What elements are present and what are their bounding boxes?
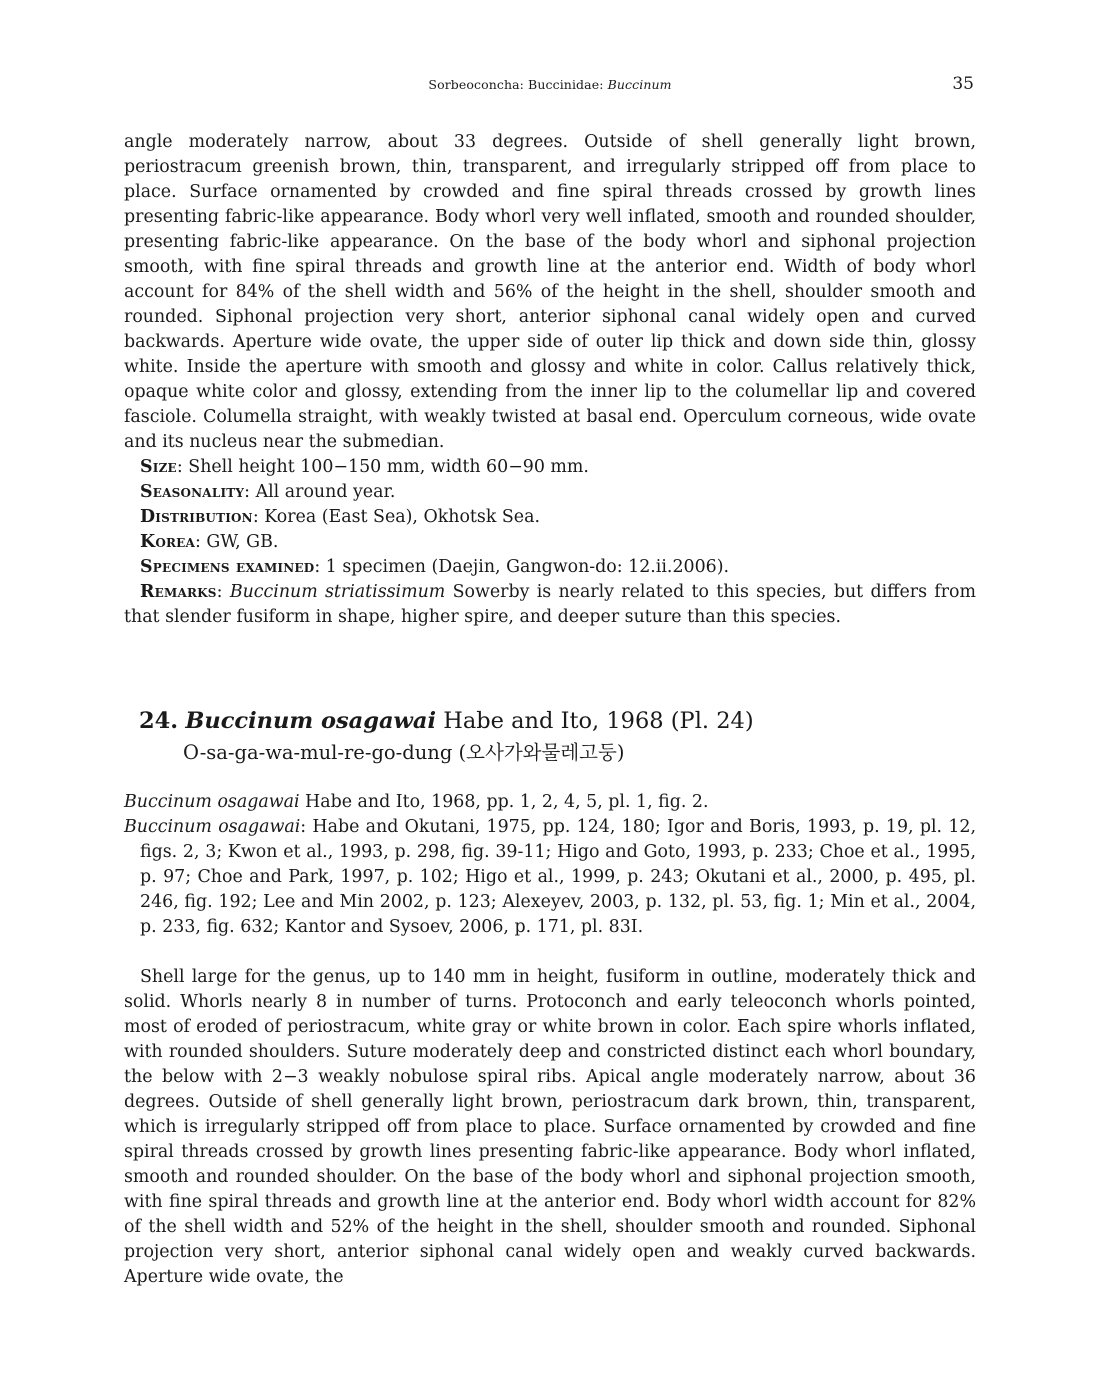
synonymy-list bbox=[124, 790, 976, 940]
synonymy-entry bbox=[124, 790, 976, 815]
synonymy-text: Habe and Ito, 1968, pp. 1, 2, 4, 5, pl. 1, fig. 2. bbox=[299, 792, 709, 812]
description-paragraph: Shell large for the genus, up to 140 mm in height, fusiform in outline, moderately thick and solid. Whorls nearly 8 in number of turns. Protoconch and early teleoconch whorls pointed, most of eroded of periostracum, white gray or white brown in color. Each spire whorls inflated, with rounded shoulders. Suture moderately deep and constricted distinct each whorl boundary, the below with 2−3 weakly nobulose spiral ribs. Apical angle moderately narrow, about 36 degrees. Outside of shell generally light brown, periostracum dark brown, thin, transparent, which is irregularly stripped off from place to place. Surface ornamented by crowded and fine spiral threads crossed by growth lines presenting fabric-like appearance. Body whorl inflated, smooth and rounded shoulder. On the base of the body whorl and siphonal projection smooth, with fine spiral threads and growth line at the anterior end. Body whorl width account for 82% of the shell width and 52% of the height in the shell, shoulder smooth and rounded. Siphonal projection very short, anterior siphonal canal widely open and weakly curved backwards. Aperture wide ovate, the bbox=[124, 967, 976, 1287]
running-head bbox=[124, 77, 976, 97]
korea-label: Korea bbox=[140, 532, 195, 552]
remarks-label: Remarks bbox=[140, 582, 217, 602]
remarks-row: Remarks: Buccinum striatissimum Sowerby is nearly related to this species, but differs from that slender fusiform in shape, higher spire, and deeper suture than this species. bbox=[124, 582, 977, 627]
species-binomial: Buccinum osagawai bbox=[185, 708, 437, 734]
synonymy-name: Buccinum osagawai bbox=[124, 817, 301, 837]
seasonality-label: Seasonality bbox=[140, 482, 245, 502]
running-head-genus: Buccinum bbox=[607, 77, 672, 92]
remarks-text: Sowerby is nearly related to this species, but differs from that slender fusiform in shape, higher spire, and deeper suture than this species. bbox=[124, 582, 977, 627]
running-head-prefix: Sorbeoconcha: Buccinidae: bbox=[428, 77, 608, 92]
seasonality-value: All around year. bbox=[255, 482, 396, 502]
species-number: 24. bbox=[139, 708, 179, 734]
description-continued-paragraph: angle moderately narrow, about 33 degrees. Outside of shell generally light brown, periostracum greenish brown, thin, transparent, and irregularly stripped off from place to place. Surface ornamented by crowded and fine spiral threads crossed by growth lines presenting fabric-like appearance. Body whorl very well inflated, smooth and rounded shoulder, presenting fabric-like appearance. On the base of the body whorl and siphonal projection smooth, with fine spiral threads and growth line at the anterior end. Width of body whorl account for 84% of the shell width and 56% of the height in the shell, shoulder smooth and rounded. Siphonal projection very short, anterior siphonal canal widely open and curved backwards. Aperture wide ovate, the upper side of outer lip thick and down side thin, glossy white. Inside the aperture with smooth and glossy and white in color. Callus relatively thick, opaque white color and glossy, extending from the inner lip to the columellar lip and covered fasciole. Columella straight, with weakly twisted at basal end. Operculum corneous, wide ovate and its nucleus near the submedian. bbox=[124, 132, 976, 452]
size-row: Size: Shell height 100−150 mm, width 60−90 mm. bbox=[140, 457, 589, 477]
distribution-label: Distribution bbox=[140, 507, 253, 527]
synonymy-text: : Habe and Okutani, 1975, pp. 124, 180; Igor and Boris, 1993, p. 19, pl. 12, figs. 2, 3; Kwon et al., 1993, p. 298, fig. 39-11; Higo and Goto, 1993, p. 233; Choe et al., 1995, p. 97; Choe and Park, 1997, p. 102; Higo et al., 1999, p. 243; Okutani et al., 2000, p. 495, pl. 246, fig. 192; Lee and Min 2002, p. 123; Alexeyev, 2003, p. 132, pl. 53, fig. 1; Min et al., 2004, p. 233, fig. 632; Kantor and Sysoev, 2006, p. 171, pl. 83I. bbox=[140, 817, 976, 937]
size-value: Shell height 100−150 mm, width 60−90 mm. bbox=[188, 457, 589, 477]
species-authority: Habe and Ito, 1968 (Pl. 24) bbox=[436, 708, 754, 734]
korea-value: GW, GB. bbox=[206, 532, 279, 552]
specimens-row: Specimens examined: 1 specimen (Daejin, Gangwon-do: 12.ii.2006). bbox=[140, 557, 730, 577]
synonymy-entry bbox=[124, 815, 976, 940]
specimens-label: Specimens examined bbox=[140, 557, 315, 577]
distribution-row: Distribution: Korea (East Sea), Okhotsk Sea. bbox=[140, 507, 540, 527]
korea-row: Korea: GW, GB. bbox=[140, 532, 279, 552]
page-number: 35 bbox=[952, 74, 974, 94]
species-info-block bbox=[124, 455, 976, 630]
synonymy-name: Buccinum osagawai bbox=[124, 792, 300, 812]
specimens-value: 1 specimen (Daejin, Gangwon-do: 12.ii.2006). bbox=[325, 557, 730, 577]
species-heading bbox=[139, 705, 969, 737]
remarks-species: Buccinum striatissimum bbox=[229, 582, 446, 602]
size-label: Size bbox=[140, 457, 177, 477]
seasonality-row: Seasonality: All around year. bbox=[140, 482, 396, 502]
species-common-name: O-sa-ga-wa-mul-re-go-dung (오사가와물레고둥) bbox=[183, 741, 625, 764]
distribution-value: Korea (East Sea), Okhotsk Sea. bbox=[264, 507, 540, 527]
